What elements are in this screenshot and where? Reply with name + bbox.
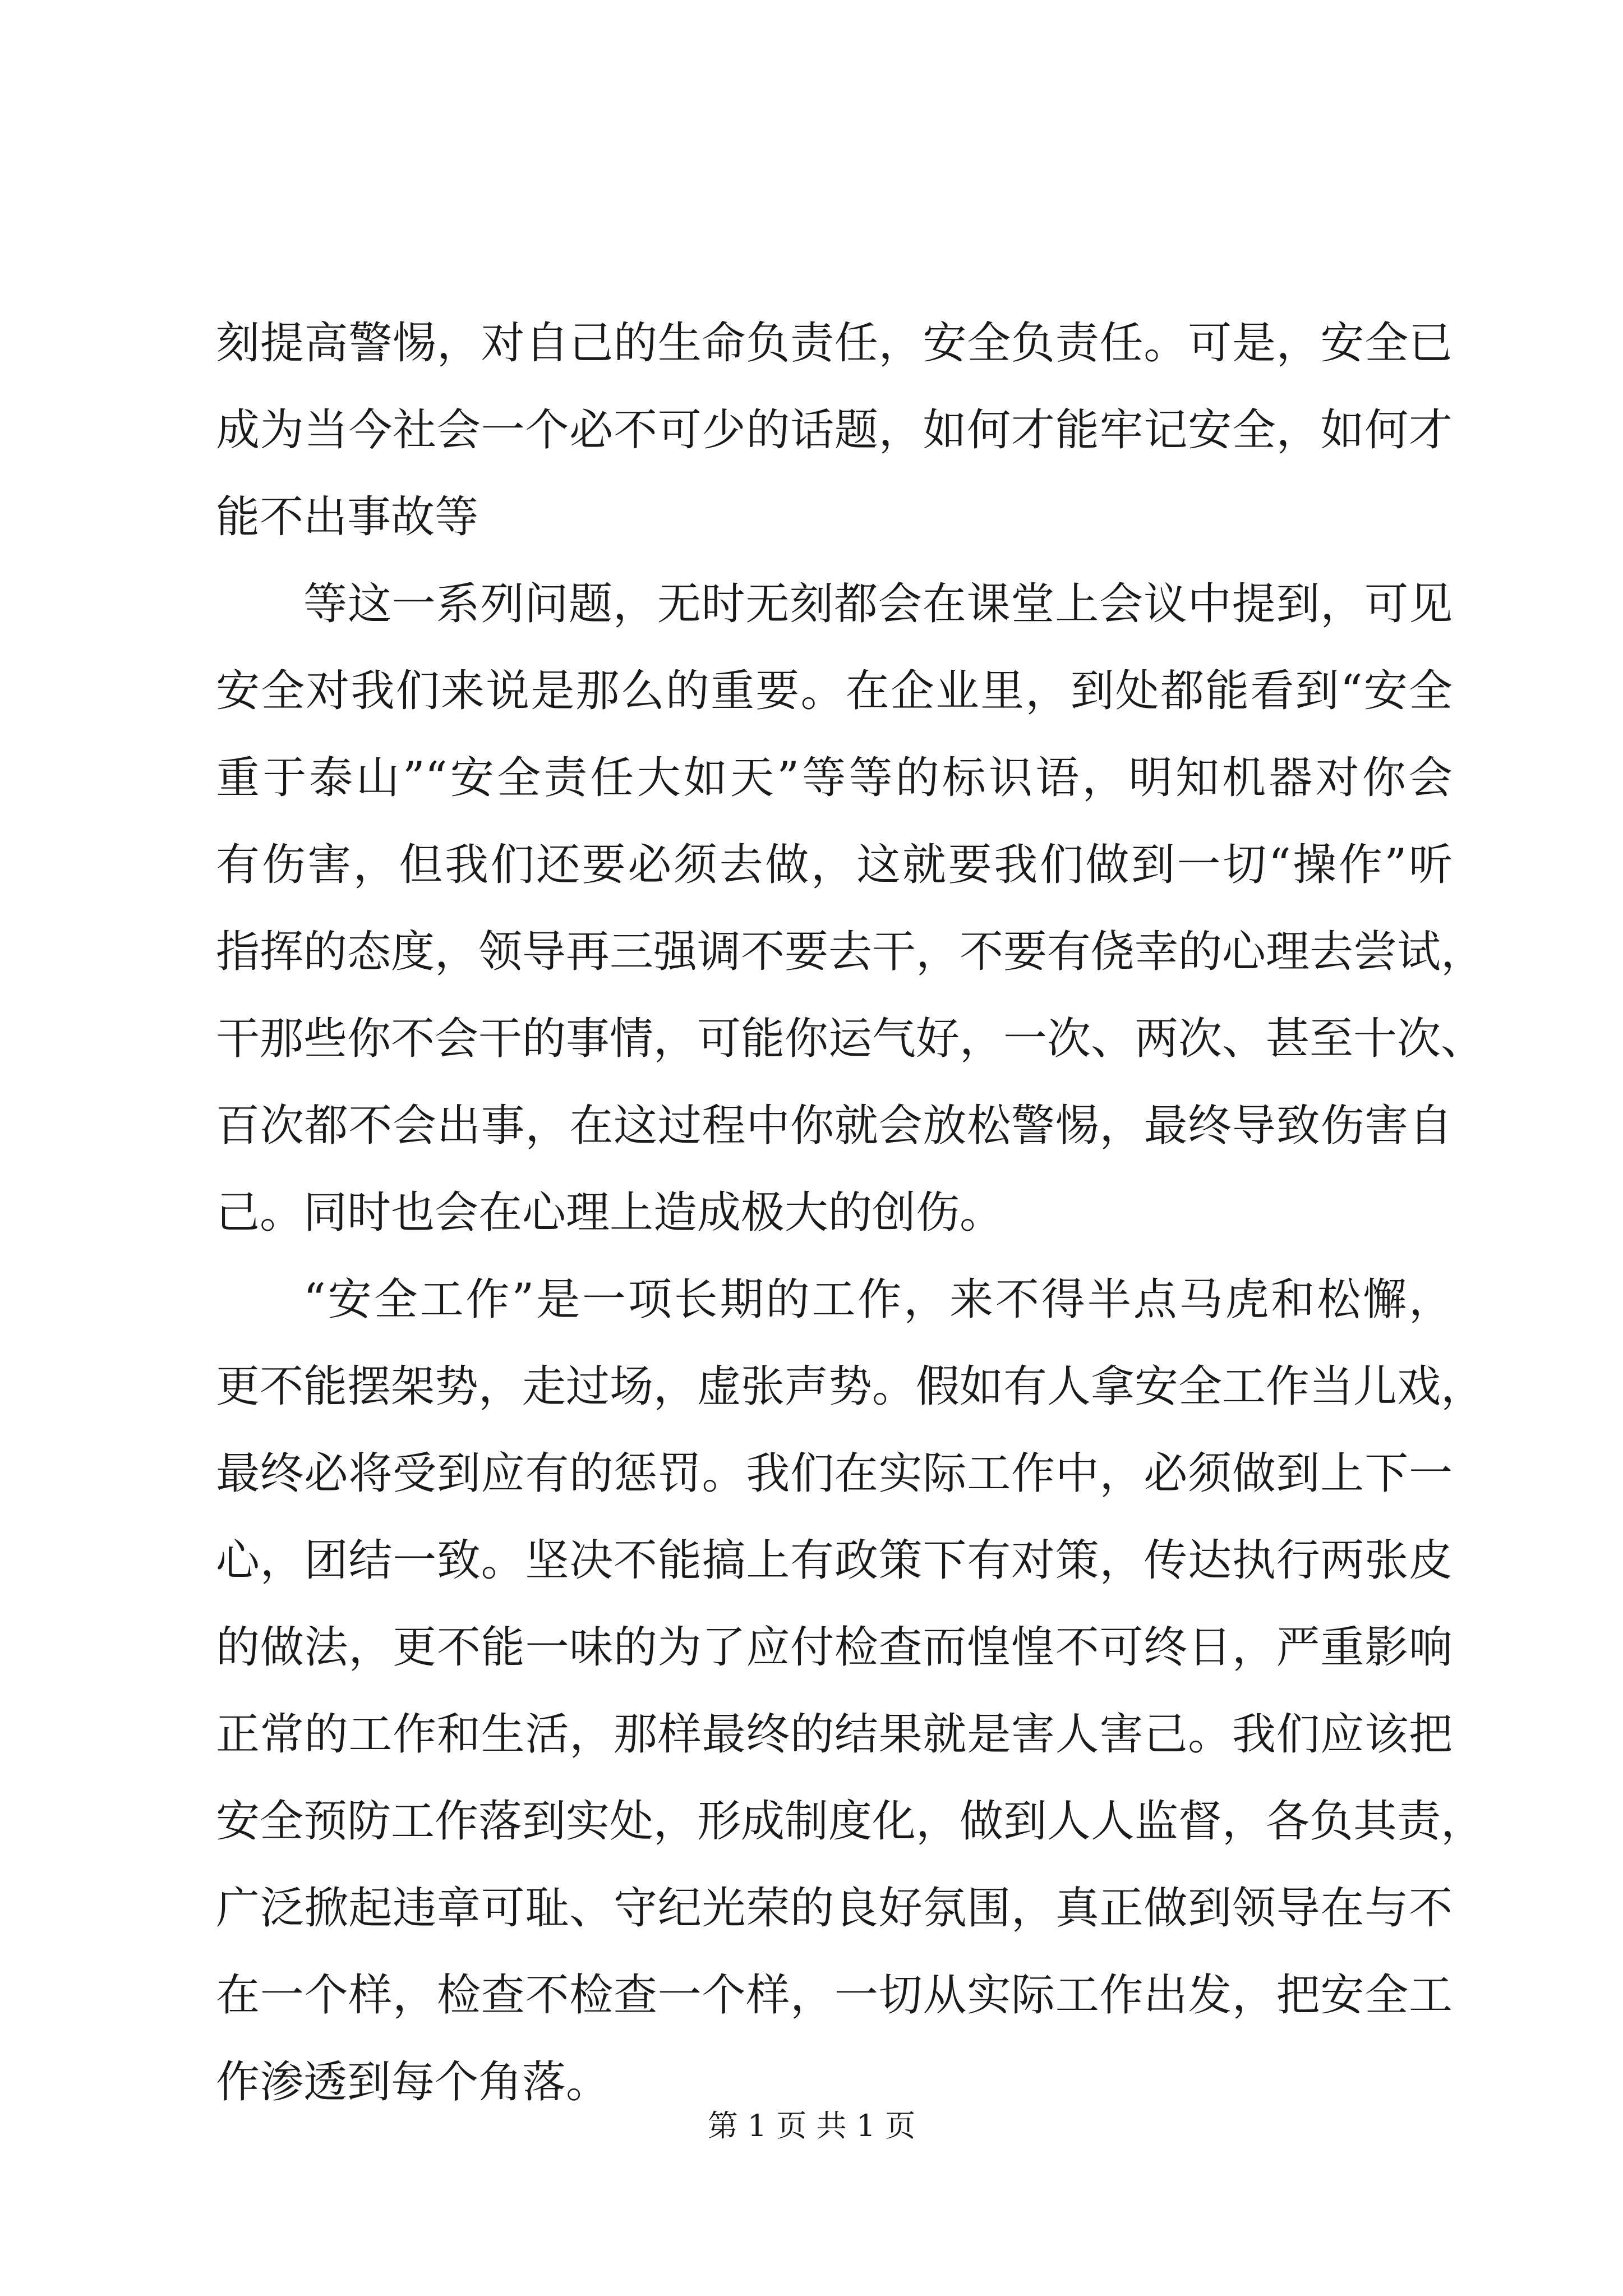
text-line: 有伤害，但我们还要必须去做，这就要我们做到一切“操作”听: [216, 840, 1453, 890]
text-line: 最终必将受到应有的惩罚。我们在实际工作中，必须做到上下一: [216, 1448, 1453, 1499]
text-line: 刻提高警惕，对自己的生命负责任，安全负责任。可是，安全已: [216, 318, 1453, 369]
text-line: 作渗透到每个角落。: [216, 2057, 610, 2108]
text-line: 安全对我们来说是那么的重要。在企业里，到处都能看到“安全: [216, 666, 1453, 716]
text-line: 指挥的态度，领导再三强调不要去干，不要有侥幸的心理去尝试，: [216, 927, 1485, 977]
text-line: 正常的工作和生活，那样最终的结果就是害人害己。我们应该把: [216, 1709, 1453, 1760]
paragraph-first-line: 等这一系列问题，无时无刻都会在课堂上会议中提到，可见: [303, 579, 1453, 629]
text-line: 广泛掀起违章可耻、守纪光荣的良好氛围，真正做到领导在与不: [216, 1883, 1453, 1934]
document-body: [216, 300, 1485, 2126]
text-line: 百次都不会出事，在这过程中你就会放松警惕，最终导致伤害自: [216, 1101, 1453, 1151]
text-line: 安全预防工作落到实处，形成制度化，做到人人监督，各负其责，: [216, 1796, 1485, 1847]
page-number-footer: 第 1 页 共 1 页: [707, 2108, 916, 2143]
text-line: 在一个样，检查不检查一个样，一切从实际工作出发，把安全工: [216, 1970, 1453, 2021]
text-line: 干那些你不会干的事情，可能你运气好，一次、两次、甚至十次、: [216, 1014, 1485, 1064]
paragraph-first-line: “安全工作”是一项长期的工作，来不得半点马虎和松懈，: [303, 1274, 1453, 1325]
text-line: 重于泰山”“安全责任大如天”等等的标识语，明知机器对你会: [216, 753, 1453, 803]
text-line: 心，团结一致。坚决不能搞上有政策下有对策，传达执行两张皮: [216, 1535, 1453, 1586]
text-line: 己。同时也会在心理上造成极大的创伤。: [216, 1188, 1004, 1238]
text-line: 的做法，更不能一味的为了应付检查而惶惶不可终日，严重影响: [216, 1622, 1453, 1673]
text-line: 成为当今社会一个必不可少的话题，如何才能牢记安全，如何才: [216, 405, 1453, 455]
text-line: 更不能摆架势，走过场，虚张声势。假如有人拿安全工作当儿戏，: [216, 1361, 1485, 1412]
text-line: 能不出事故等: [216, 492, 479, 542]
